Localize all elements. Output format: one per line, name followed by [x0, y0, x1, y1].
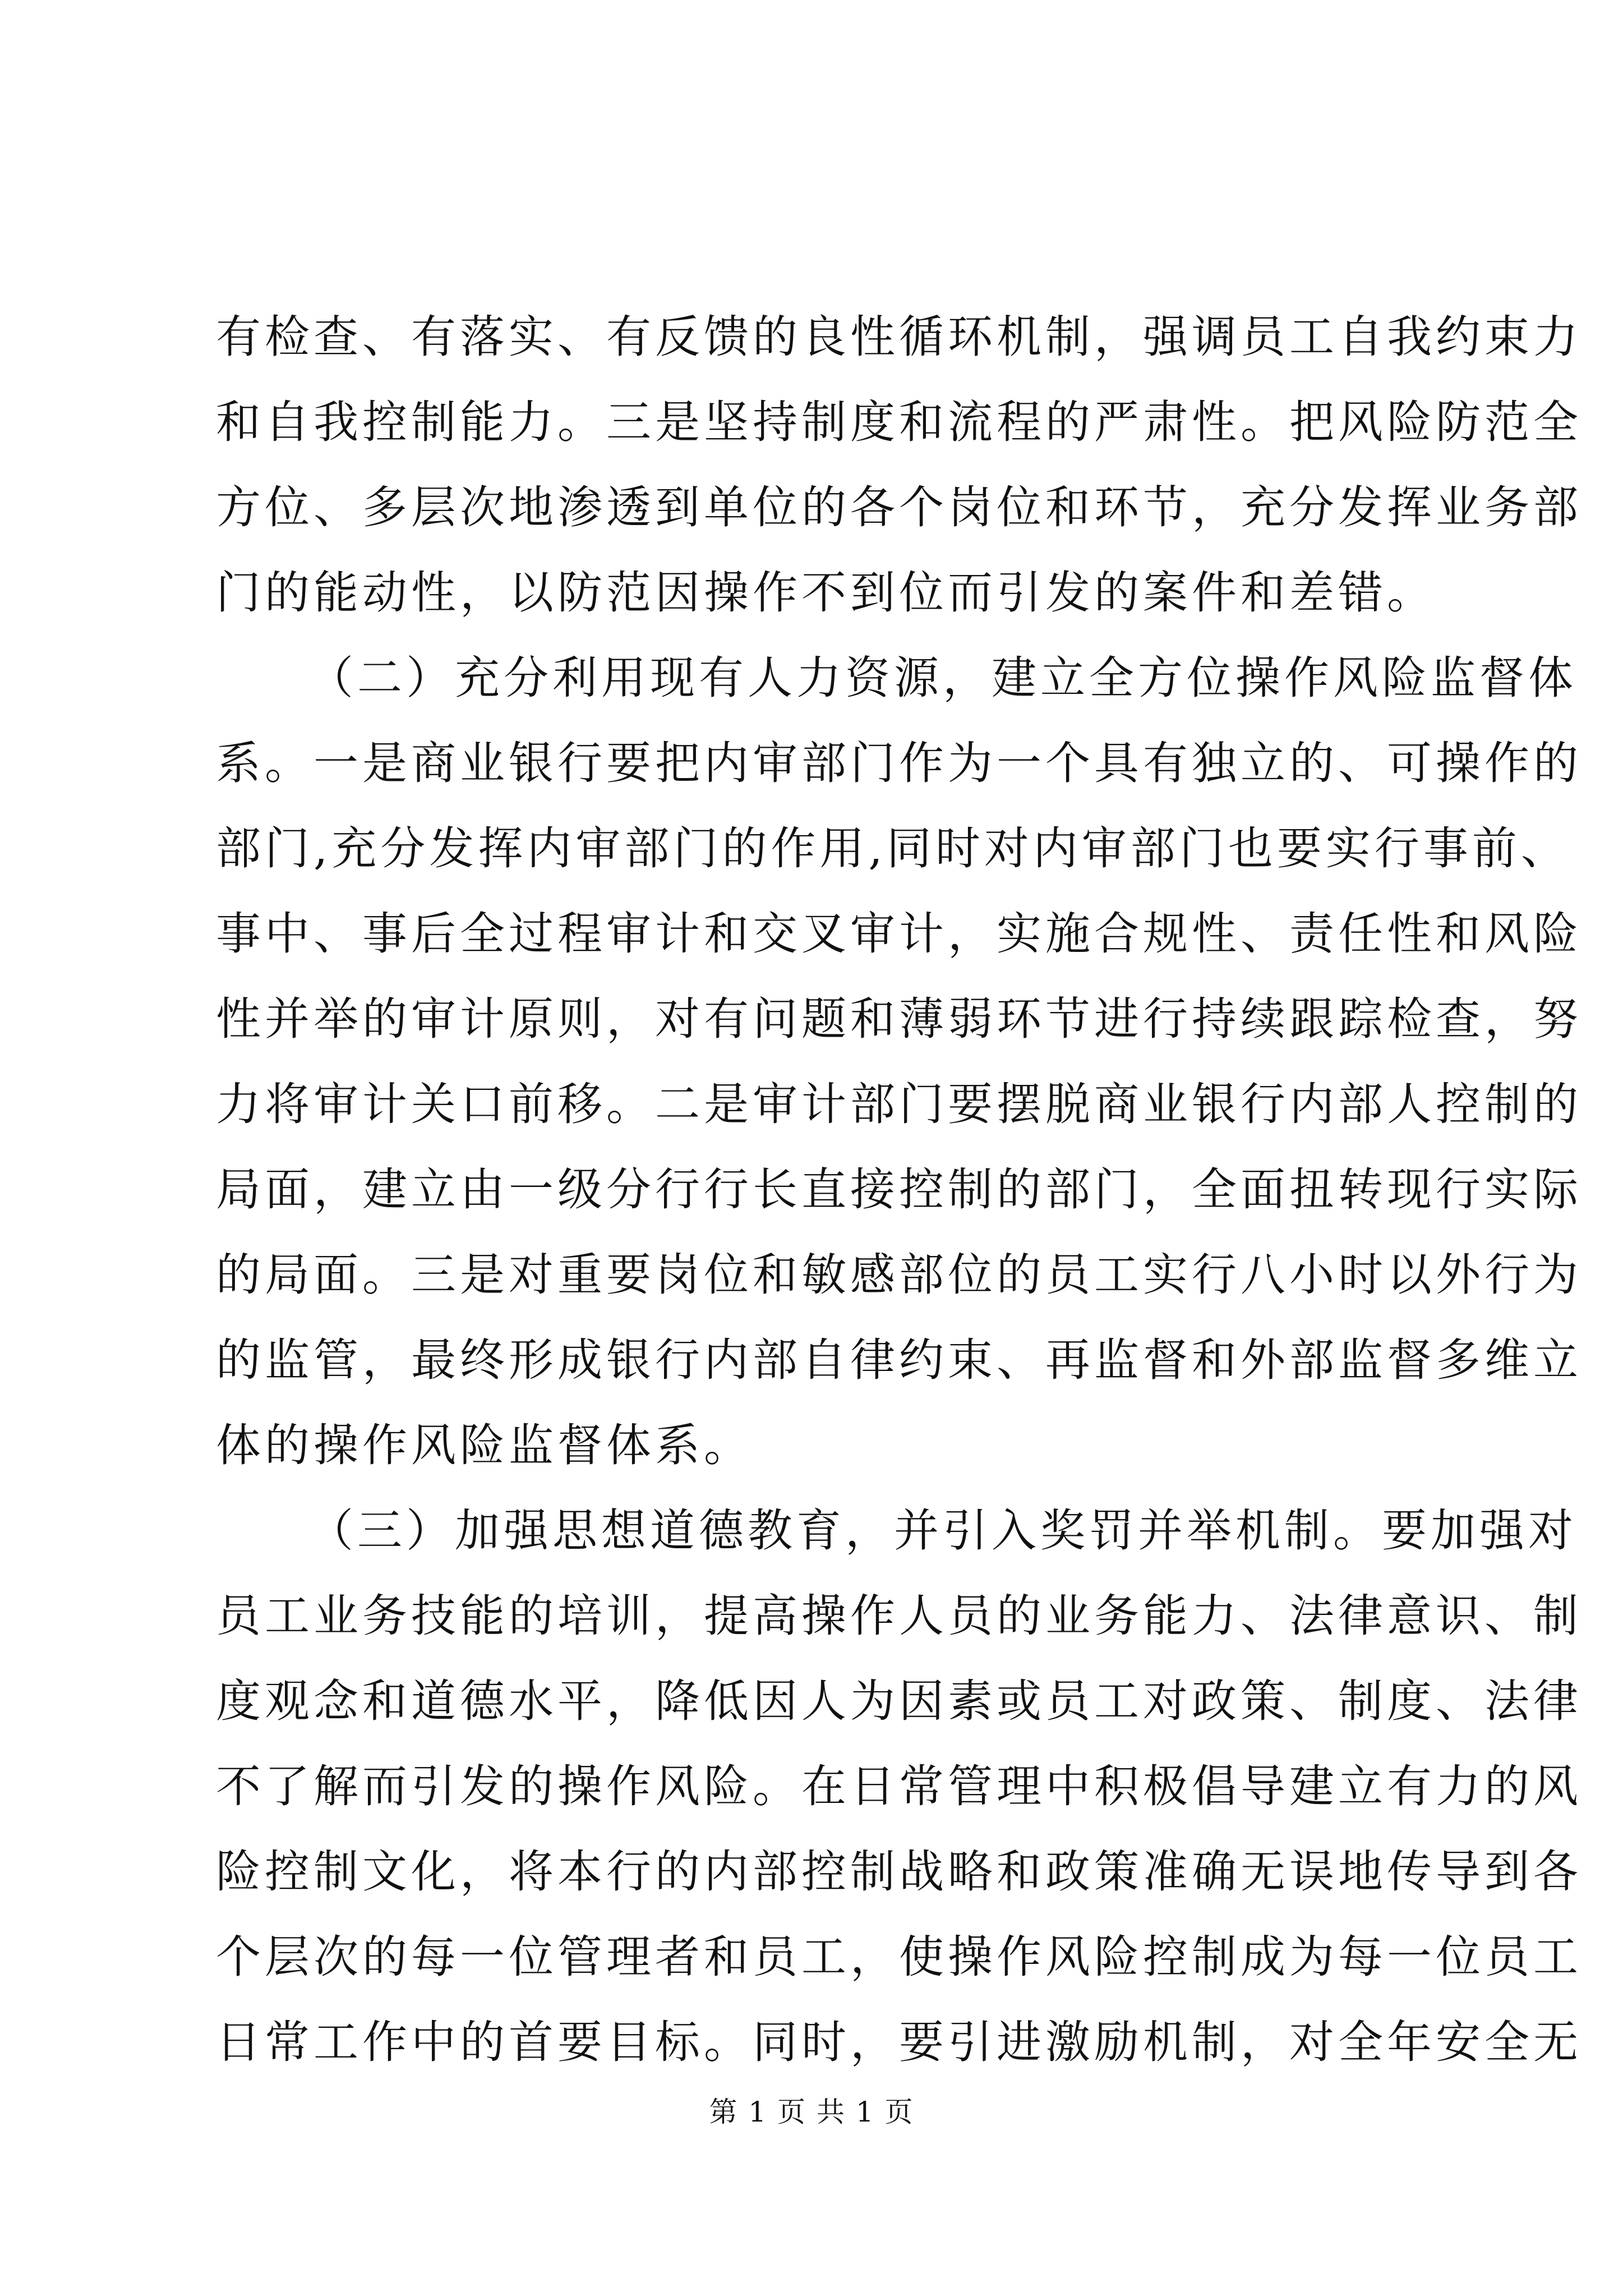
text-line: 有检查、有落实、有反馈的良性循环机制，强调员工自我约束力 [216, 311, 1582, 363]
text-line: 门的能动性，以防范因操作不到位而引发的案件和差错。 [216, 567, 1436, 619]
text-line: 日常工作中的首要目标。同时，要引进激励机制，对全年安全无 [216, 2016, 1582, 2068]
text-line: 部门,充分发挥内审部门的作用,同时对内审部门也要实行事前、 [216, 822, 1570, 875]
section-heading-line: （二）充分利用现有人力资源，建立全方位操作风险监督体 [308, 652, 1577, 704]
section-heading-line: （三）加强思想道德教育，并引入奖罚并举机制。要加强对 [308, 1504, 1577, 1557]
text-line: 员工业务技能的培训，提高操作人员的业务能力、法律意识、制 [216, 1590, 1582, 1642]
text-line: 方位、多层次地渗透到单位的各个岗位和环节，充分发挥业务部 [216, 481, 1582, 533]
text-line: 的局面。三是对重要岗位和敏感部位的员工实行八小时以外行为 [216, 1249, 1582, 1301]
text-line: 性并举的审计原则，对有问题和薄弱环节进行持续跟踪检查，努 [216, 993, 1582, 1045]
text-line: 系。一是商业银行要把内审部门作为一个具有独立的、可操作的 [216, 737, 1582, 789]
text-line: 不了解而引发的操作风险。在日常管理中积极倡导建立有力的风 [216, 1760, 1582, 1812]
text-line: 事中、事后全过程审计和交叉审计，实施合规性、责任性和风险 [216, 908, 1582, 960]
text-line: 的监管，最终形成银行内部自律约束、再监督和外部监督多维立 [216, 1334, 1582, 1386]
text-line: 力将审计关口前移。二是审计部门要摆脱商业银行内部人控制的 [216, 1078, 1582, 1130]
text-line: 局面，建立由一级分行行长直接控制的部门，全面扭转现行实际 [216, 1163, 1582, 1216]
page-footer [0, 2090, 1623, 2130]
body-text [216, 295, 1582, 2085]
text-line: 个层次的每一位管理者和员工，使操作风险控制成为每一位员工 [216, 1931, 1582, 1983]
text-line: 体的操作风险监督体系。 [216, 1419, 753, 1471]
text-line: 险控制文化，将本行的内部控制战略和政策准确无误地传导到各 [216, 1846, 1582, 1898]
page-number: 第 1 页 共 1 页 [709, 2096, 914, 2128]
text-line: 度观念和道德水平，降低因人为因素或员工对政策、制度、法律 [216, 1675, 1582, 1727]
text-line: 和自我控制能力。三是坚持制度和流程的严肃性。把风险防范全 [216, 396, 1582, 448]
